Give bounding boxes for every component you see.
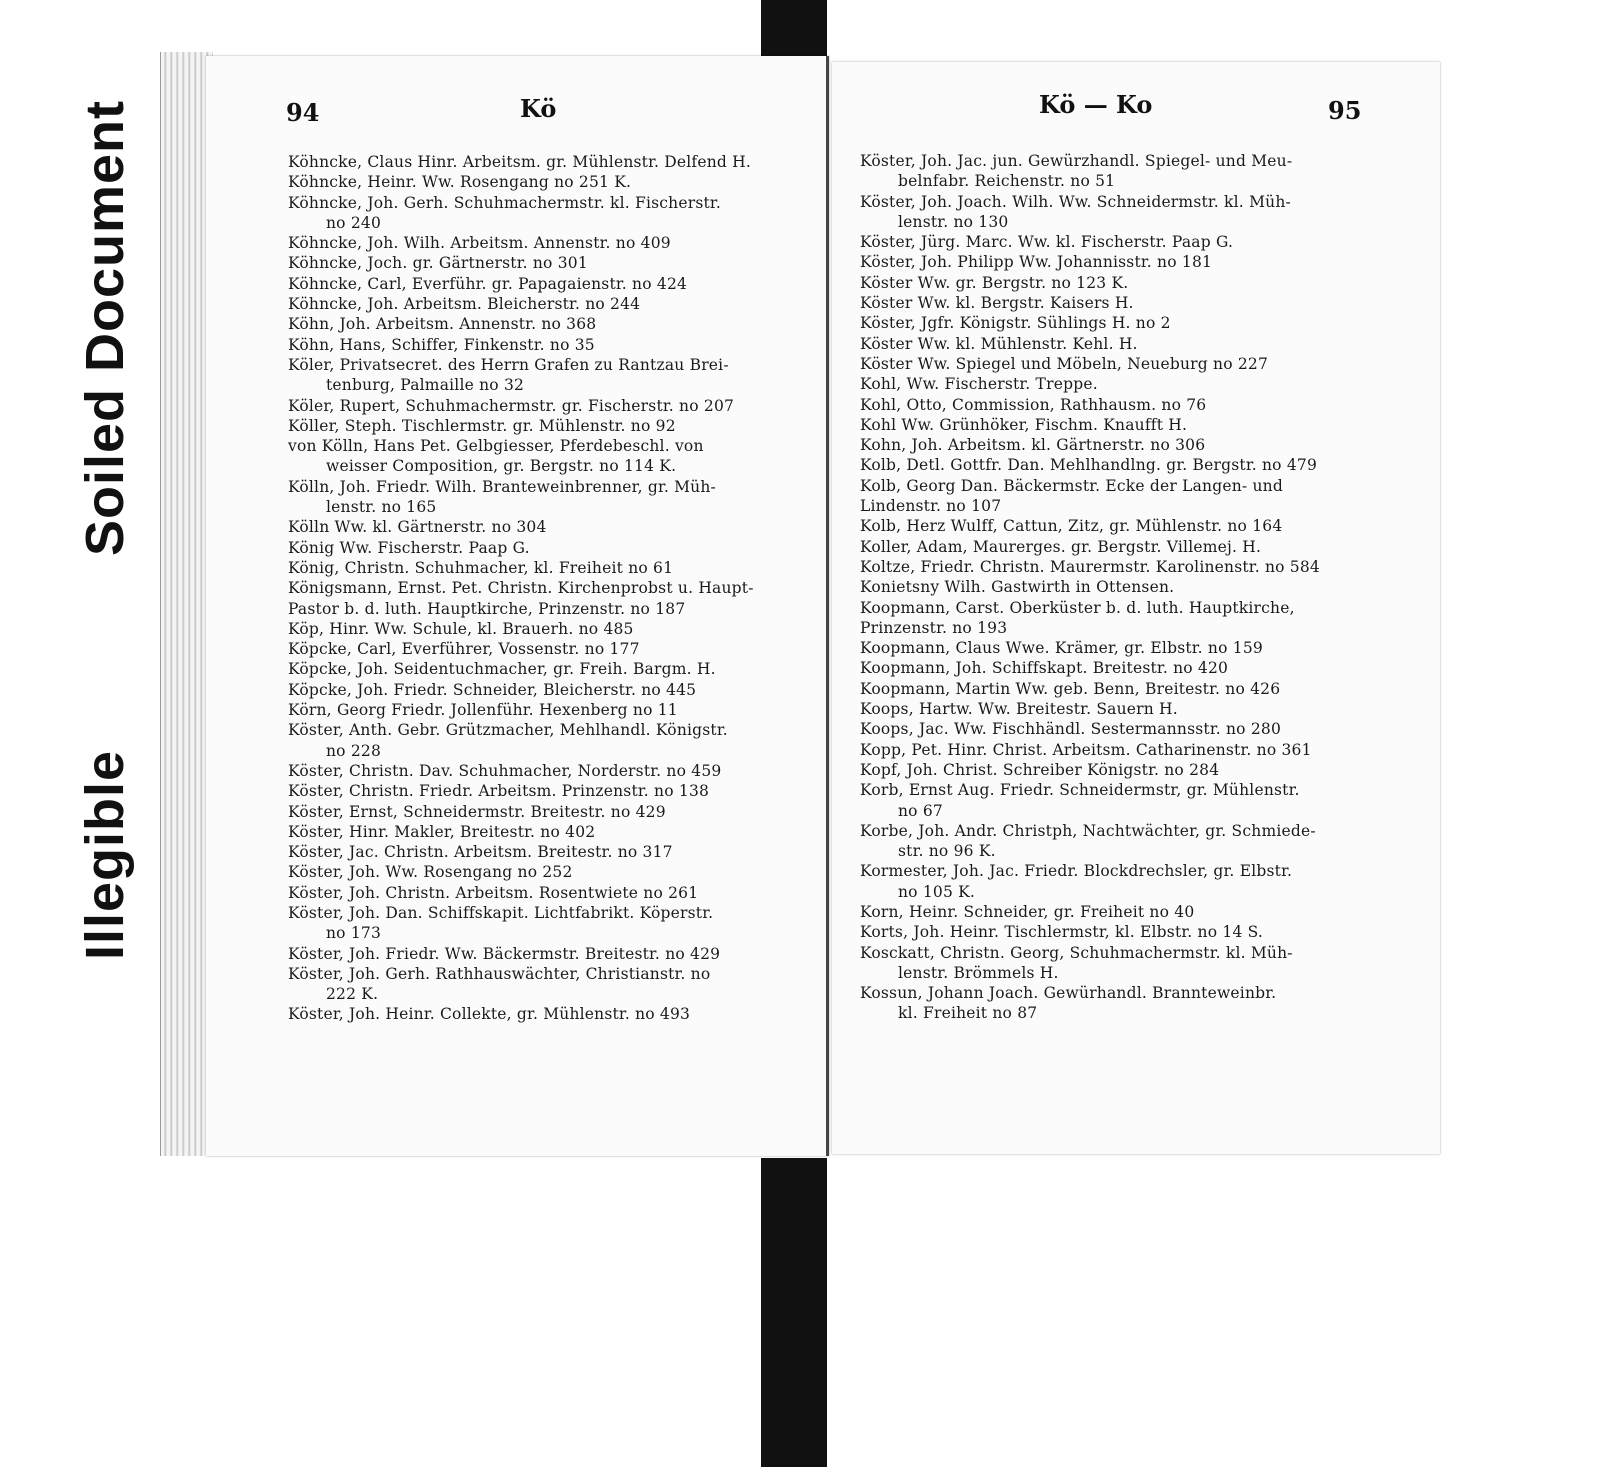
directory-line: Korb, Ernst Aug. Friedr. Schneidermstr, gr. Mühlenstr.	[860, 781, 1300, 800]
directory-line: Kolb, Georg Dan. Bäckermstr. Ecke der Langen- und	[860, 476, 1283, 495]
directory-line: Köster Ww. kl. Bergstr. Kaisers H.	[860, 294, 1134, 313]
directory-line: Köster, Jac. Christn. Arbeitsm. Breitestr. no 317	[288, 843, 673, 862]
directory-line: Prinzenstr. no 193	[860, 618, 1008, 637]
directory-line: Köpcke, Carl, Everführer, Vossenstr. no 177	[288, 640, 640, 659]
directory-line: Korn, Heinr. Schneider, gr. Freiheit no 40	[860, 902, 1195, 921]
directory-line: lenstr. no 130	[898, 212, 1009, 231]
directory-line: Köp, Hinr. Ww. Schule, kl. Brauerh. no 485	[288, 619, 634, 638]
left-page	[206, 56, 829, 1156]
directory-line: Koops, Hartw. Ww. Breitestr. Sauern H.	[860, 700, 1178, 719]
directory-line: Koopmann, Carst. Oberküster b. d. luth. Hauptkirche,	[860, 598, 1295, 617]
directory-line: Köpcke, Joh. Seidentuchmacher, gr. Freih. Bargm. H.	[288, 660, 716, 679]
directory-line: Köster, Hinr. Makler, Breitestr. no 402	[288, 822, 596, 841]
directory-line: Köster, Anth. Gebr. Grützmacher, Mehlhandl. Königstr.	[288, 721, 728, 740]
directory-line: Köster, Christn. Dav. Schuhmacher, Norderstr. no 459	[288, 761, 722, 780]
directory-line: Kölln Ww. kl. Gärtnerstr. no 304	[288, 518, 547, 537]
directory-line: König Ww. Fischerstr. Paap G.	[288, 538, 530, 557]
directory-line: Köster, Joh. Joach. Wilh. Ww. Schneidermstr. kl. Müh-	[860, 192, 1291, 211]
directory-line: 222 K.	[326, 985, 379, 1004]
directory-line: Lindenstr. no 107	[860, 497, 1002, 516]
directory-line: Körn, Georg Friedr. Jollenführ. Hexenberg no 11	[288, 701, 678, 720]
illegible-label: Illegible	[75, 749, 135, 961]
directory-line: Köster, Joh. Gerh. Rathhauswächter, Christianstr. no	[288, 964, 711, 983]
directory-line: Königsmann, Ernst. Pet. Christn. Kirchenprobst u. Haupt-	[288, 579, 754, 598]
right-page-heading: Kö — Ko	[1039, 90, 1153, 119]
directory-line: Köster, Joh. Philipp Ww. Johannisstr. no 181	[860, 253, 1213, 272]
directory-line: Koopmann, Joh. Schiffskapt. Breitestr. no 420	[860, 659, 1229, 678]
directory-line: Köster, Joh. Heinr. Collekte, gr. Mühlenstr. no 493	[288, 1005, 691, 1024]
directory-line: Koopmann, Claus Wwe. Krämer, gr. Elbstr. no 159	[860, 639, 1263, 658]
directory-line: Köster, Joh. Jac. jun. Gewürzhandl. Spiegel- und Meu-	[860, 152, 1293, 170]
directory-line: Köpcke, Joh. Friedr. Schneider, Bleicherstr. no 445	[288, 680, 697, 699]
directory-line: Köster Ww. gr. Bergstr. no 123 K.	[860, 273, 1129, 292]
directory-line: lenstr. Brömmels H.	[898, 963, 1059, 982]
directory-line: Kohl Ww. Grünhöker, Fischm. Knaufft H.	[860, 415, 1188, 434]
directory-line: lenstr. no 165	[326, 498, 437, 517]
directory-line: str. no 96 K.	[898, 842, 996, 861]
directory-line: Pastor b. d. luth. Hauptkirche, Prinzenstr. no 187	[288, 599, 686, 618]
directory-line: Koltze, Friedr. Christn. Maurermstr. Karolinenstr. no 584	[860, 557, 1320, 576]
directory-line: Korts, Joh. Heinr. Tischlermstr, kl. Elbstr. no 14 S.	[860, 923, 1264, 942]
left-page-heading: Kö	[520, 94, 557, 123]
directory-line: Kopp, Pet. Hinr. Christ. Arbeitsm. Catharinenstr. no 361	[860, 740, 1312, 759]
directory-line: Köster Ww. Spiegel und Möbeln, Neueburg no 227	[860, 354, 1269, 373]
left-directory-list	[288, 152, 798, 1025]
directory-line: Köster, Jürg. Marc. Ww. kl. Fischerstr. Paap G.	[860, 233, 1234, 252]
directory-line: König, Christn. Schuhmacher, kl. Freiheit no 61	[288, 558, 674, 577]
directory-line: Kohl, Otto, Commission, Rathhausm. no 76	[860, 395, 1207, 414]
right-page	[832, 62, 1440, 1154]
directory-line: no 67	[898, 801, 943, 820]
directory-line: Köller, Steph. Tischlermstr. gr. Mühlenstr. no 92	[288, 416, 676, 435]
document-status-stamp	[0, 0, 160, 1467]
directory-line: Koopmann, Martin Ww. geb. Benn, Breitestr. no 426	[860, 679, 1281, 698]
directory-line: Köler, Privatsecret. des Herrn Grafen zu Rantzau Brei-	[288, 355, 729, 374]
directory-line: Köster, Joh. Christn. Arbeitsm. Rosentwiete no 261	[288, 883, 699, 902]
directory-line: Köhncke, Joh. Arbeitsm. Bleicherstr. no 244	[288, 295, 641, 314]
directory-line: Köler, Rupert, Schuhmachermstr. gr. Fischerstr. no 207	[288, 396, 735, 415]
directory-line: belnfabr. Reichenstr. no 51	[898, 172, 1116, 191]
directory-line: Konietsny Wilh. Gastwirth in Ottensen.	[860, 578, 1175, 597]
directory-line: Kohl, Ww. Fischerstr. Treppe.	[860, 375, 1098, 394]
directory-line: Koops, Jac. Ww. Fischhändl. Sestermannsstr. no 280	[860, 720, 1282, 739]
directory-line: no 240	[326, 213, 382, 232]
directory-line: Köster, Ernst, Schneidermstr. Breitestr. no 429	[288, 802, 666, 821]
directory-line: Kopf, Joh. Christ. Schreiber Königstr. no 284	[860, 760, 1220, 779]
directory-line: Köster Ww. kl. Mühlenstr. Kehl. H.	[860, 334, 1138, 353]
directory-line: Köster, Jgfr. Königstr. Sühlings H. no 2	[860, 314, 1171, 333]
directory-line: Köhncke, Heinr. Ww. Rosengang no 251 K.	[288, 173, 632, 192]
directory-line: no 105 K.	[898, 882, 976, 901]
right-directory-list	[860, 151, 1420, 1024]
directory-line: no 173	[326, 924, 382, 943]
directory-line: Kölln, Joh. Friedr. Wilh. Branteweinbrenner, gr. Müh-	[288, 477, 716, 496]
directory-line: Köster, Joh. Ww. Rosengang no 252	[288, 863, 573, 882]
directory-line: Köhn, Joh. Arbeitsm. Annenstr. no 368	[288, 315, 597, 334]
soiled-document-label: Soiled Document	[75, 99, 135, 557]
directory-line: Kormester, Joh. Jac. Friedr. Blockdrechsler, gr. Elbstr.	[860, 862, 1293, 881]
directory-line: Köhncke, Joh. Wilh. Arbeitsm. Annenstr. no 409	[288, 234, 671, 253]
directory-line: Kossun, Johann Joach. Gewürhandl. Brannteweinbr.	[860, 984, 1277, 1003]
directory-line: Köhn, Hans, Schiffer, Finkenstr. no 35	[288, 335, 595, 354]
directory-line: Köhncke, Joh. Gerh. Schuhmachermstr. kl. Fischerstr.	[288, 193, 721, 212]
directory-line: Kolb, Detl. Gottfr. Dan. Mehlhandlng. gr. Bergstr. no 479	[860, 456, 1318, 475]
left-page-number: 94	[286, 98, 320, 127]
directory-line: Kosckatt, Christn. Georg, Schuhmachermstr. kl. Müh-	[860, 943, 1293, 962]
directory-line: Korbe, Joh. Andr. Christph, Nachtwächter, gr. Schmiede-	[860, 821, 1316, 840]
directory-line: Kohn, Joh. Arbeitsm. kl. Gärtnerstr. no 306	[860, 436, 1206, 455]
directory-line: Köhncke, Carl, Everführ. gr. Papagaienstr. no 424	[288, 274, 688, 293]
directory-line: Köhncke, Claus Hinr. Arbeitsm. gr. Mühlenstr. Delfend H.	[288, 153, 752, 171]
directory-line: tenburg, Palmaille no 32	[326, 376, 525, 395]
directory-line: no 228	[326, 741, 382, 760]
directory-line: weisser Composition, gr. Bergstr. no 114 K.	[326, 457, 677, 476]
directory-line: von Kölln, Hans Pet. Gelbgiesser, Pferdebeschl. von	[288, 437, 704, 456]
binding-strip-bottom	[761, 1158, 827, 1467]
right-page-number: 95	[1328, 96, 1362, 125]
directory-line: Köster, Joh. Dan. Schiffskapit. Lichtfabrikt. Köperstr.	[288, 903, 714, 922]
directory-line: Köster, Christn. Friedr. Arbeitsm. Prinzenstr. no 138	[288, 782, 710, 801]
directory-line: Koller, Adam, Maurerges. gr. Bergstr. Villemej. H.	[860, 537, 1262, 556]
directory-line: Kolb, Herz Wulff, Cattun, Zitz, gr. Mühlenstr. no 164	[860, 517, 1283, 536]
directory-line: Köster, Joh. Friedr. Ww. Bäckermstr. Breitestr. no 429	[288, 944, 721, 963]
directory-line: kl. Freiheit no 87	[898, 1004, 1038, 1023]
directory-line: Köhncke, Joch. gr. Gärtnerstr. no 301	[288, 254, 588, 273]
